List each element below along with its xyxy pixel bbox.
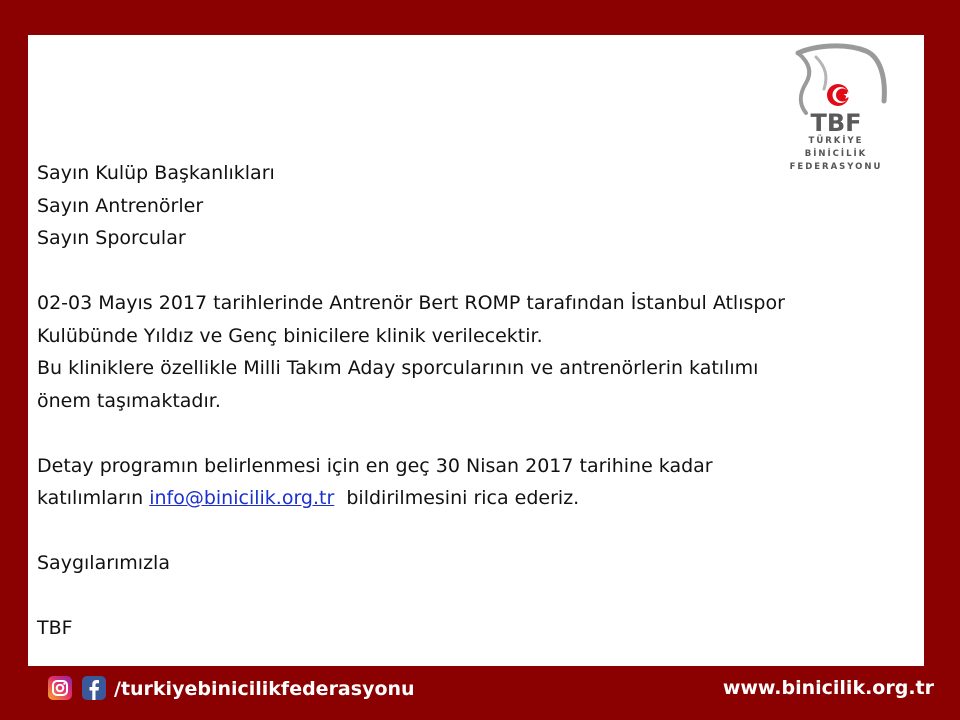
paragraph-3-line-1: Detay programın belirlenmesi için en geç 30 Nisan 2017 tarihine kadar — [37, 454, 713, 477]
instagram-icon[interactable] — [48, 676, 72, 700]
closing: Saygılarımızla — [37, 552, 170, 574]
logo-name-line1: TÜRKİYE BİNİCİLİK — [804, 136, 868, 159]
salutation-coaches: Sayın Antrenörler — [37, 194, 204, 217]
paragraph-2-line-2: önem taşımaktadır. — [37, 389, 221, 412]
social-handle[interactable]: /turkiyebinicilikfederasyonu — [114, 678, 415, 700]
tbf-logo — [776, 43, 896, 172]
salutation-athletes: Sayın Sporcular — [37, 227, 186, 249]
letter-panel — [28, 35, 924, 666]
facebook-icon[interactable] — [82, 676, 106, 700]
paragraph-3-line-2 — [37, 482, 907, 515]
footer — [0, 670, 960, 720]
salutation-clubs: Sayın Kulüp Başkanlıkları — [37, 162, 275, 184]
paragraph-1-line-2: Kulübünde Yıldız ve Genç binicilere klinik verilecektir. — [37, 324, 543, 347]
paragraph-3-text-before-link: katılımların — [37, 487, 150, 509]
email-link[interactable]: info@binicilik.org.tr — [149, 487, 335, 509]
horse-head-icon — [776, 43, 896, 135]
logo-abbr: TBF — [810, 109, 862, 135]
signature: TBF — [37, 617, 73, 639]
letter-body — [37, 157, 907, 645]
website-url[interactable]: www.binicilik.org.tr — [722, 677, 934, 699]
paragraph-2-line-1: Bu kliniklere özellikle Milli Takım Aday sporcularının ve antrenörlerin katılımı — [37, 357, 759, 379]
paragraph-1-line-1: 02-03 Mayıs 2017 tarihlerinde Antrenör Bert ROMP tarafından İstanbul Atlıspor — [37, 292, 785, 314]
paragraph-3-text-after-link: bildirilmesini rica ederiz. — [334, 487, 580, 509]
logo-name-line2: FEDERASYONU — [789, 162, 883, 172]
